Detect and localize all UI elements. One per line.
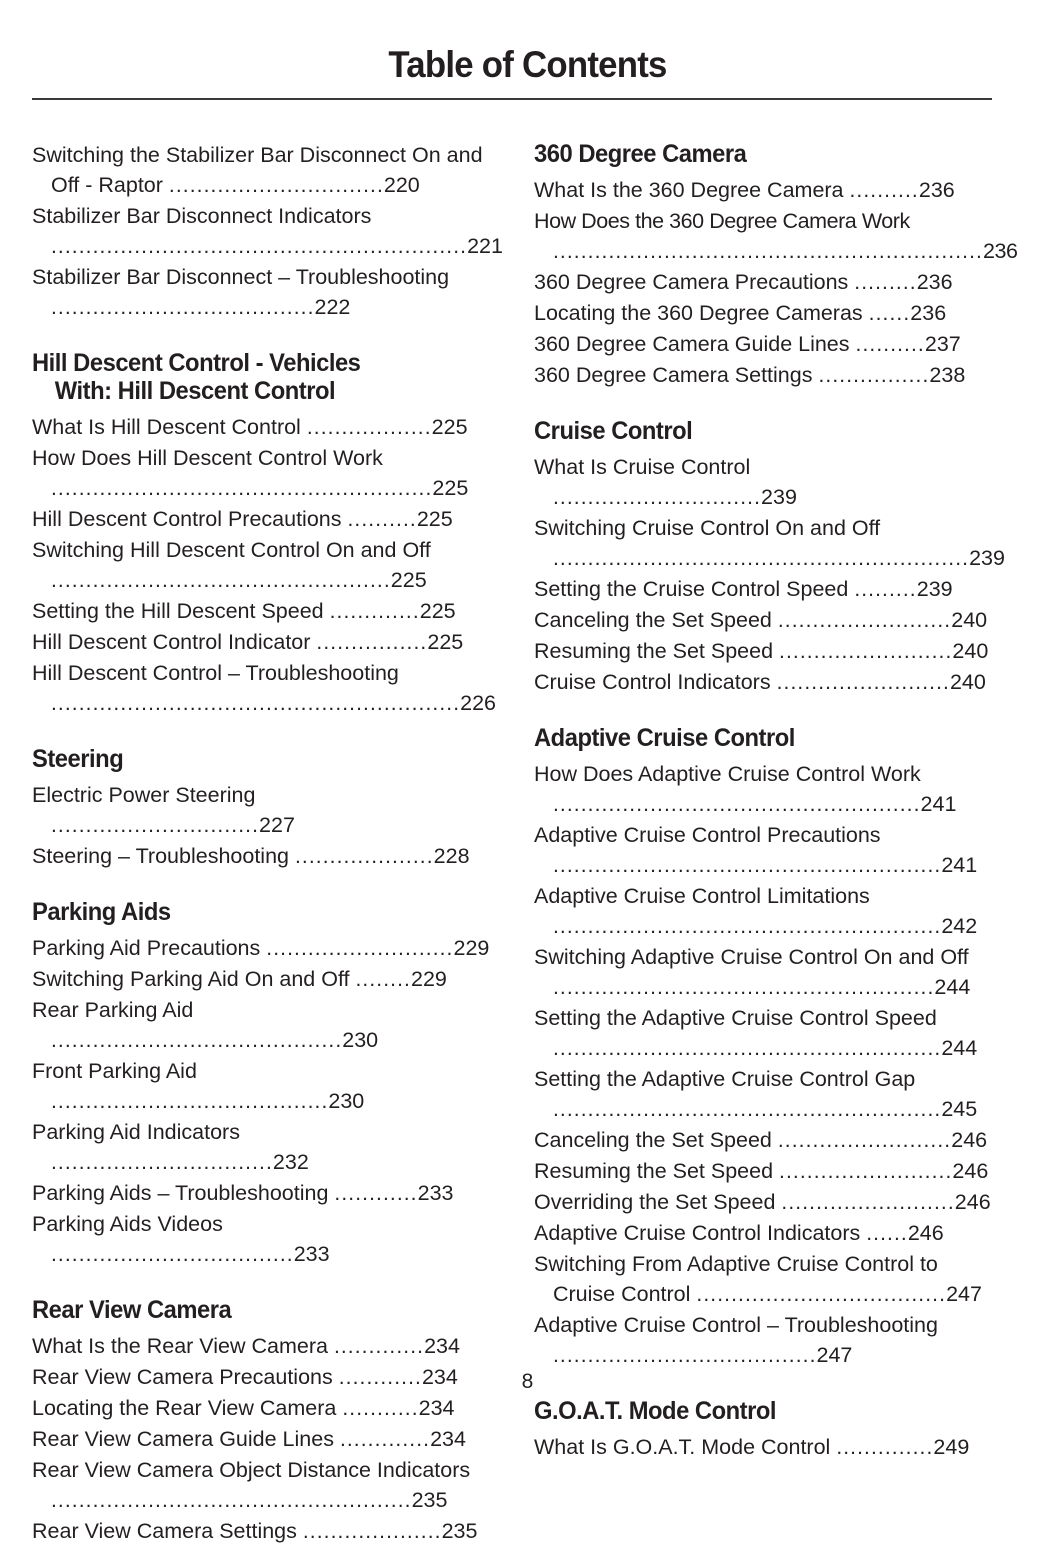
toc-entry[interactable] <box>32 658 497 719</box>
toc-entry[interactable] <box>534 1064 992 1125</box>
toc-entry[interactable] <box>32 412 490 443</box>
toc-entry[interactable] <box>32 596 490 627</box>
toc-entry-title: Parking Aid Precautions <box>32 936 261 960</box>
toc-dot-leader: ............ <box>338 1366 422 1389</box>
toc-dot-leader: ................................................. <box>51 569 391 592</box>
toc-dot-leader: ................................... <box>51 1243 294 1266</box>
toc-entry-page: 239 <box>916 577 953 601</box>
toc-dot-leader: ......................... <box>781 1191 955 1214</box>
section-heading <box>32 349 512 405</box>
toc-entry-title: Setting the Adaptive Cruise Control Gap <box>534 1067 916 1091</box>
toc-entry-page: 246 <box>954 1190 991 1214</box>
toc-entry-page: 242 <box>941 914 978 938</box>
section-spacer <box>534 391 992 417</box>
toc-entry-page: 233 <box>293 1242 330 1266</box>
toc-entry-page: 225 <box>419 599 456 623</box>
toc-entry-title: 360 Degree Camera Settings <box>534 363 813 387</box>
heading-spacer <box>32 405 490 412</box>
toc-entry[interactable] <box>534 574 992 605</box>
toc-entry-page: 225 <box>390 568 427 592</box>
heading-spacer <box>534 1425 992 1432</box>
toc-entry-page: 241 <box>920 792 957 816</box>
toc-entry[interactable] <box>534 1249 992 1310</box>
toc-dot-leader: ......................... <box>776 671 950 694</box>
toc-entry-page: 230 <box>328 1089 365 1113</box>
section-spacer <box>534 698 992 724</box>
toc-dot-leader: ..................................................... <box>553 793 921 816</box>
toc-entry-title: Parking Aids Videos <box>32 1212 223 1236</box>
toc-entry-title: Electric Power Steering <box>32 783 256 807</box>
toc-dot-leader: ......................... <box>777 1129 952 1152</box>
toc-entry-title: Setting the Cruise Control Speed <box>534 577 849 601</box>
toc-entry-page: 232 <box>272 1150 309 1174</box>
toc-dot-leader: ......................... <box>779 640 953 663</box>
toc-entry[interactable] <box>32 933 490 964</box>
toc-entry-title: Adaptive Cruise Control Indicators <box>534 1221 861 1245</box>
toc-dot-leader: .............. <box>836 1436 934 1459</box>
toc-dot-leader: ............. <box>339 1428 431 1451</box>
toc-entry[interactable] <box>32 1455 490 1516</box>
toc-dot-leader: ....................................................... <box>51 477 433 500</box>
toc-dot-leader: ........... <box>342 1397 419 1420</box>
toc-dot-leader: .......... <box>855 333 925 356</box>
toc-dot-leader: .................... <box>294 845 434 868</box>
section-spacer <box>32 1270 490 1296</box>
toc-entry-title: Locating the Rear View Camera <box>32 1396 337 1420</box>
toc-entry-page: 225 <box>416 507 453 531</box>
toc-entry-page: 225 <box>431 415 468 439</box>
toc-entry-title: Switching Hill Descent Control On and Off <box>32 538 431 562</box>
heading-spacer <box>32 926 490 933</box>
toc-dot-leader: ...... <box>868 302 911 325</box>
toc-entry[interactable] <box>32 1056 490 1117</box>
toc-dot-leader: ...................................... <box>553 1344 817 1367</box>
toc-entry-page: 235 <box>411 1488 448 1512</box>
toc-entry-page: 240 <box>952 639 989 663</box>
toc-entry-page: 249 <box>933 1435 970 1459</box>
toc-dot-leader: ........................................................ <box>553 854 942 877</box>
toc-entry[interactable] <box>534 1187 992 1218</box>
section-heading <box>534 1397 991 1425</box>
toc-entry[interactable] <box>534 267 992 298</box>
toc-entry-page: 229 <box>410 967 447 991</box>
toc-entry[interactable] <box>32 1178 490 1209</box>
toc-entry-title: Cruise Control Indicators <box>534 670 771 694</box>
section-heading <box>32 898 489 926</box>
toc-entry-title: Adaptive Cruise Control Precautions <box>534 823 881 847</box>
toc-entry-title: Adaptive Cruise Control Limitations <box>534 884 870 908</box>
toc-dot-leader: .................................... <box>696 1283 947 1306</box>
toc-entry-page: 246 <box>907 1221 944 1245</box>
toc-entry-page: 234 <box>430 1427 466 1451</box>
section-heading-line: With: Hill Descent Control <box>54 377 336 405</box>
toc-entry[interactable] <box>534 452 992 513</box>
toc-entry-page: 225 <box>427 630 464 654</box>
toc-entry-page: 227 <box>259 813 295 837</box>
toc-entry-title: Resuming the Set Speed <box>534 1159 774 1183</box>
toc-entry[interactable] <box>32 964 490 995</box>
toc-dot-leader: ............ <box>334 1182 418 1205</box>
toc-entry-page: 228 <box>433 844 470 868</box>
toc-entry-page: 241 <box>941 853 978 877</box>
toc-entry-page: 247 <box>946 1282 982 1306</box>
toc-entry-title: Hill Descent Control Indicator <box>32 630 311 654</box>
toc-entry-page: 240 <box>949 670 986 694</box>
toc-entry-title: 360 Degree Camera Guide Lines <box>534 332 850 356</box>
toc-entry[interactable] <box>32 995 490 1056</box>
toc-entry-title: Rear View Camera Settings <box>32 1519 297 1543</box>
header-divider <box>32 98 992 100</box>
toc-dot-leader: ......................... <box>779 1160 953 1183</box>
section-heading-line: Hill Descent Control - Vehicles <box>32 349 361 377</box>
toc-dot-leader: ...................................... <box>51 296 315 319</box>
section-heading-line: Parking Aids <box>32 898 171 926</box>
toc-entry[interactable] <box>32 627 490 658</box>
toc-entry-page: 246 <box>952 1159 989 1183</box>
toc-dot-leader: .................... <box>302 1520 442 1543</box>
toc-entry[interactable] <box>534 1003 992 1064</box>
toc-entry-page: 226 <box>460 691 497 715</box>
toc-entry-title: What Is the 360 Degree Camera <box>534 178 844 202</box>
toc-entry-title: Switching Parking Aid On and Off <box>32 967 350 991</box>
toc-entry[interactable] <box>32 1117 490 1178</box>
section-heading <box>32 1296 489 1324</box>
toc-dot-leader: ........................................................ <box>553 915 942 938</box>
toc-entry-page: 221 <box>467 234 503 258</box>
toc-entry[interactable] <box>32 1424 490 1455</box>
toc-entry-title: Setting the Hill Descent Speed <box>32 599 324 623</box>
toc-entry-page: 236 <box>916 270 953 294</box>
toc-entry[interactable] <box>534 605 992 636</box>
section-heading-line: Cruise Control <box>534 417 693 445</box>
toc-dot-leader: ................ <box>316 631 428 654</box>
toc-entry-page: 236 <box>982 239 1018 263</box>
toc-dot-leader: ............................... <box>168 174 384 197</box>
toc-dot-leader: ........................................................... <box>51 692 461 715</box>
toc-dot-leader: .................................................... <box>51 1489 412 1512</box>
toc-entry-page: 229 <box>453 936 490 960</box>
section-heading-line: Rear View Camera <box>32 1296 232 1324</box>
heading-spacer <box>534 168 992 175</box>
toc-entry-title: Canceling the Set Speed <box>534 608 772 632</box>
toc-entry-title: Adaptive Cruise Control – Troubleshooting <box>534 1313 938 1337</box>
toc-entry[interactable] <box>534 636 992 667</box>
toc-columns <box>32 140 1018 1547</box>
toc-dot-leader: ......... <box>854 271 917 294</box>
section-heading <box>534 417 991 445</box>
toc-entry-title: How Does Hill Descent Control Work <box>32 446 383 470</box>
toc-entry-page: 220 <box>383 173 420 197</box>
toc-entry-title: 360 Degree Camera Precautions <box>534 270 849 294</box>
toc-entry-title: What Is G.O.A.T. Mode Control <box>534 1435 831 1459</box>
toc-entry-title: What Is the Rear View Camera <box>32 1334 328 1358</box>
toc-dot-leader: ................................ <box>51 1151 273 1174</box>
toc-dot-leader: ........................................................ <box>553 1037 942 1060</box>
toc-entry-page: 225 <box>432 476 469 500</box>
toc-entry-title: Resuming the Set Speed <box>534 639 774 663</box>
toc-entry-title: Rear Parking Aid <box>32 998 194 1022</box>
toc-entry[interactable] <box>534 667 992 698</box>
section-heading-line: Adaptive Cruise Control <box>534 724 795 752</box>
right-column <box>534 140 1018 1547</box>
toc-entry-title: Hill Descent Control – Troubleshooting <box>32 661 399 685</box>
toc-dot-leader: .................. <box>306 416 432 439</box>
toc-entry[interactable] <box>534 329 992 360</box>
toc-entry[interactable] <box>534 1218 992 1249</box>
toc-entry[interactable] <box>534 942 992 1003</box>
toc-entry[interactable] <box>32 1393 490 1424</box>
section-heading <box>32 745 489 773</box>
toc-entry-title: Rear View Camera Precautions <box>32 1365 333 1389</box>
page-number: 8 <box>521 1370 534 1393</box>
heading-spacer <box>32 773 490 780</box>
toc-dot-leader: ......................... <box>777 609 952 632</box>
toc-entry-page: 234 <box>421 1365 458 1389</box>
section-spacer <box>32 719 490 745</box>
toc-entry-page: 247 <box>816 1343 853 1367</box>
heading-spacer <box>32 1324 490 1331</box>
toc-entry[interactable] <box>32 1516 490 1547</box>
toc-entry-page: 244 <box>941 1036 978 1060</box>
toc-entry[interactable] <box>534 298 992 329</box>
toc-entry-title: Rear View Camera Object Distance Indicators <box>32 1458 471 1482</box>
toc-dot-leader: .......................................... <box>51 1029 343 1052</box>
toc-entry[interactable] <box>534 175 992 206</box>
toc-entry[interactable] <box>534 1310 992 1371</box>
toc-dot-leader: ....................................................... <box>553 976 935 999</box>
toc-dot-leader: ........................... <box>266 937 454 960</box>
toc-entry-page: 235 <box>441 1519 478 1543</box>
toc-entry[interactable] <box>32 443 490 504</box>
toc-dot-leader: ............. <box>329 600 420 623</box>
toc-entry[interactable] <box>534 1156 992 1187</box>
toc-entry-title: How Does Adaptive Cruise Control Work <box>534 762 921 786</box>
toc-entry-page: 236 <box>918 178 955 202</box>
toc-entry-page: 246 <box>951 1128 988 1152</box>
heading-spacer <box>534 752 992 759</box>
toc-dot-leader: .......... <box>347 508 417 531</box>
toc-entry[interactable] <box>534 759 992 820</box>
section-spacer <box>32 872 490 898</box>
section-heading-line: Steering <box>32 745 124 773</box>
toc-entry[interactable] <box>32 1331 490 1362</box>
toc-entry-title: Front Parking Aid <box>32 1059 197 1083</box>
toc-entry-title: Overriding the Set Speed <box>534 1190 776 1214</box>
toc-entry[interactable] <box>534 206 1018 267</box>
toc-entry-title: Switching From Adaptive Cruise Control to Cruise Control <box>534 1252 938 1306</box>
toc-entry-page: 234 <box>418 1396 455 1420</box>
toc-entry-title: How Does the 360 Degree Camera Work <box>534 209 910 233</box>
toc-entry-title: What Is Cruise Control <box>534 455 751 479</box>
toc-entry[interactable] <box>534 820 992 881</box>
toc-dot-leader: ...... <box>866 1222 908 1245</box>
toc-entry[interactable] <box>32 140 490 201</box>
toc-entry-title: Rear View Camera Guide Lines <box>32 1427 334 1451</box>
section-spacer <box>32 323 490 349</box>
toc-entry-page: 233 <box>417 1181 454 1205</box>
toc-entry[interactable] <box>534 1125 992 1156</box>
toc-entry-page: 239 <box>969 546 1005 570</box>
toc-entry[interactable] <box>32 841 490 872</box>
toc-entry-page: 245 <box>941 1097 978 1121</box>
left-column <box>32 140 503 1547</box>
toc-entry-page: 239 <box>761 485 797 509</box>
toc-entry-title: Hill Descent Control Precautions <box>32 507 342 531</box>
toc-entry[interactable] <box>534 360 992 391</box>
toc-dot-leader: ........................................ <box>51 1090 329 1113</box>
heading-spacer <box>534 445 992 452</box>
toc-dot-leader: .............................. <box>553 486 762 509</box>
toc-entry-title: Parking Aid Indicators <box>32 1120 240 1144</box>
toc-entry-title: Steering – Troubleshooting <box>32 844 289 868</box>
toc-dot-leader: ........ <box>355 968 411 991</box>
toc-dot-leader: ........................................................ <box>553 1098 942 1121</box>
toc-dot-leader: .............................................................. <box>553 240 983 263</box>
toc-entry-page: 222 <box>314 295 351 319</box>
toc-entry[interactable] <box>32 201 503 262</box>
toc-dot-leader: .............................. <box>51 814 260 837</box>
toc-entry-page: 237 <box>924 332 961 356</box>
toc-entry-title: Switching Cruise Control On and Off <box>534 516 881 540</box>
toc-entry-page: 236 <box>910 301 947 325</box>
toc-entry-title: Parking Aids – Troubleshooting <box>32 1181 329 1205</box>
toc-entry-title: What Is Hill Descent Control <box>32 415 301 439</box>
toc-dot-leader: ......... <box>854 578 917 601</box>
toc-dot-leader: ............................................................ <box>51 235 468 258</box>
section-heading-line: G.O.A.T. Mode Control <box>534 1397 777 1425</box>
toc-entry-title: Setting the Adaptive Cruise Control Speed <box>534 1006 937 1030</box>
toc-entry[interactable] <box>32 535 490 596</box>
toc-entry-page: 238 <box>929 363 966 387</box>
page-title: Table of Contents <box>388 44 667 85</box>
toc-entry[interactable] <box>534 881 992 942</box>
toc-dot-leader: ............. <box>333 1335 425 1358</box>
toc-entry-title: Canceling the Set Speed <box>534 1128 772 1152</box>
toc-entry-page: 240 <box>951 608 988 632</box>
toc-dot-leader: ............................................................ <box>553 547 970 570</box>
toc-entry-title: Locating the 360 Degree Cameras <box>534 301 863 325</box>
toc-entry-page: 244 <box>934 975 971 999</box>
toc-entry[interactable] <box>32 780 490 841</box>
toc-entry-title: Switching the Stabilizer Bar Disconnect On and Off - Raptor <box>32 143 483 197</box>
toc-entry-title: Stabilizer Bar Disconnect – Troubleshooting <box>32 265 450 289</box>
toc-entry[interactable] <box>32 1209 490 1270</box>
toc-entry[interactable] <box>32 262 490 323</box>
toc-dot-leader: ................ <box>818 364 930 387</box>
toc-dot-leader: .......... <box>849 179 919 202</box>
section-heading <box>534 140 991 168</box>
toc-entry[interactable] <box>32 504 490 535</box>
toc-entry-page: 230 <box>342 1028 379 1052</box>
section-heading-line: 360 Degree Camera <box>534 140 747 168</box>
toc-entry-title: Stabilizer Bar Disconnect Indicators <box>32 204 372 228</box>
toc-entry[interactable] <box>534 513 1005 574</box>
section-heading <box>534 724 991 752</box>
toc-entry-page: 234 <box>424 1334 460 1358</box>
toc-entry-title: Switching Adaptive Cruise Control On and Off <box>534 945 969 969</box>
